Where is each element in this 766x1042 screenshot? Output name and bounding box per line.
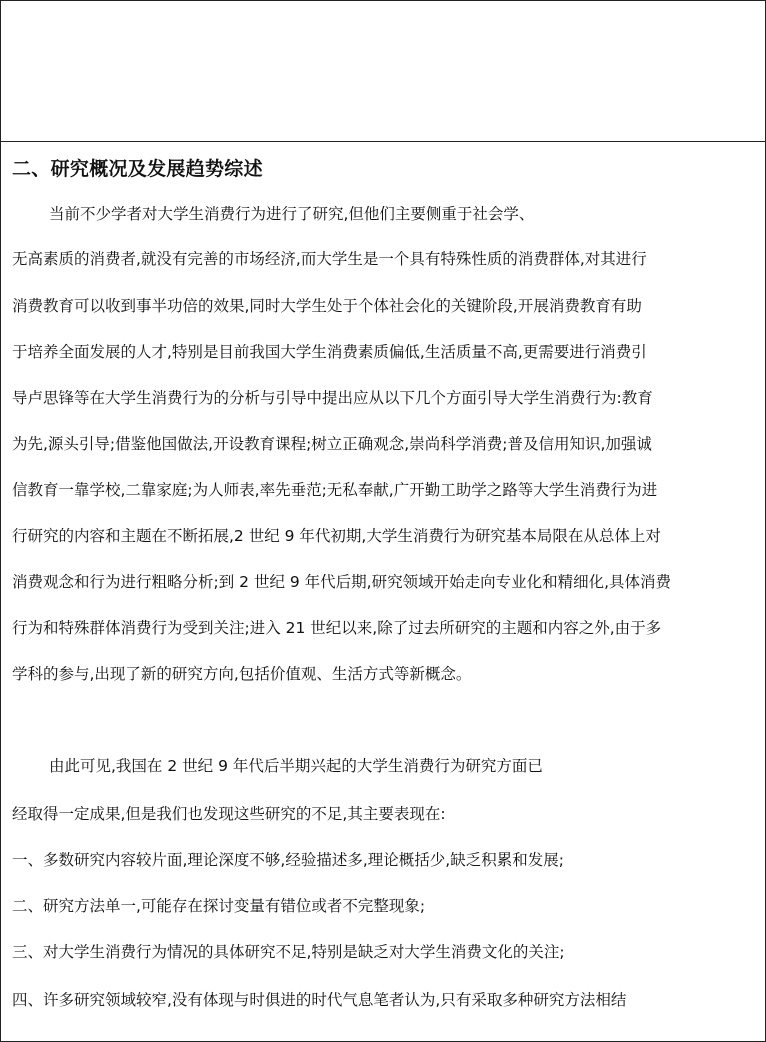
paragraph-1-line: 行为和特殊群体消费行为受到关注;进入 21 世纪以来,除了过去所研究的主题和内容之外,由于多 [12, 619, 662, 637]
paragraph-1-line: 导卢思锋等在大学生消费行为的分析与引导中提出应从以下几个方面引导大学生消费行为:教育 [12, 389, 653, 407]
section-heading: 二、研究概况及发展趋势综述 [12, 158, 263, 180]
paragraph-1-line: 为先,源头引导;借鉴他国做法,开设教育课程;树立正确观念,崇尚科学消费;普及信用知识,加强诚 [12, 435, 652, 453]
paragraph-1-line: 于培养全面发展的人才,特别是目前我国大学生消费素质偏低,生活质量不高,更需要进行消费引 [12, 343, 647, 361]
paragraph-1-line: 消费教育可以收到事半功倍的效果,同时大学生处于个体社会化的关键阶段,开展消费教育有助 [12, 297, 642, 315]
paragraph-1-line: 当前不少学者对大学生消费行为进行了研究,但他们主要侧重于社会学、 [49, 205, 535, 223]
shortcoming-item: 三、对大学生消费行为情况的具体研究不足,特别是缺乏对大学生消费文化的关注; [12, 943, 565, 961]
paragraph-2-line: 经取得一定成果,但是我们也发现这些研究的不足,其主要表现在: [12, 805, 446, 823]
shortcoming-item: 二、研究方法单一,可能存在探讨变量有错位或者不完整现象; [12, 897, 426, 915]
shortcoming-item: 四、许多研究领域较窄,没有体现与时俱进的时代气息笔者认为,只有采取多种研究方法相结 [12, 991, 627, 1009]
paragraph-1-line: 学科的参与,出现了新的研究方向,包括价值观、生活方式等新概念。 [12, 665, 472, 683]
paragraph-1-line: 无高素质的消费者,就没有完善的市场经济,而大学生是一个具有特殊性质的消费群体,对其进行 [12, 250, 647, 268]
shortcoming-item: 一、多数研究内容较片面,理论深度不够,经验描述多,理论概括少,缺乏积累和发展; [12, 851, 564, 869]
empty-header-cell [1, 1, 765, 142]
paragraph-1-line: 信教育一靠学校,二靠家庭;为人师表,率先垂范;无私奉献,广开勤工助学之路等大学生消费行为进 [12, 481, 658, 499]
paragraph-1-line: 行研究的内容和主题在不断拓展,2 世纪 9 年代初期,大学生消费行为研究基本局限在从总体上对 [12, 527, 661, 545]
paragraph-2-line: 由此可见,我国在 2 世纪 9 年代后半期兴起的大学生消费行为研究方面已 [49, 757, 543, 775]
paragraph-1-line: 消费观念和行为进行粗略分析;到 2 世纪 9 年代后期,研究领域开始走向专业化和精细化,具体消费 [12, 573, 672, 591]
